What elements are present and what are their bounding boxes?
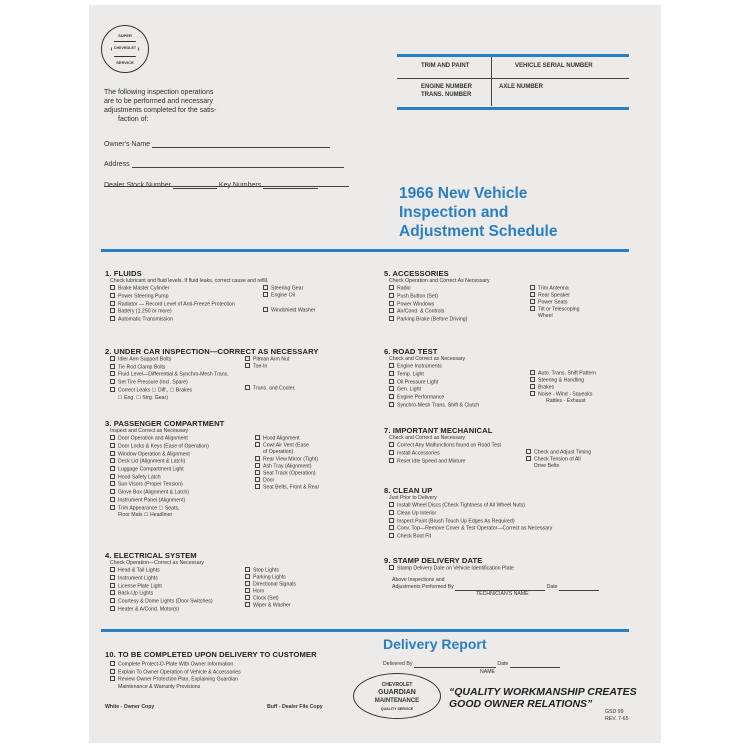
section-title: 4. ELECTRICAL SYSTEM [105,551,197,560]
checkbox[interactable] [526,456,531,461]
vehicle-serial-label: VEHICLE SERIAL NUMBER [515,63,593,69]
stock-key-row [104,181,318,189]
checkbox[interactable] [530,292,535,297]
checkbox[interactable] [110,379,115,384]
checklist-item[interactable]: Head & Tail Lights [110,567,365,575]
checkbox[interactable] [110,489,115,494]
checklist-item[interactable]: Install Accessories [389,450,634,458]
inspection-form-sheet [89,5,661,743]
checkbox[interactable] [110,661,115,666]
dealer-stock-label: Dealer Stock Number [104,182,171,189]
checkbox[interactable] [110,606,115,611]
checklist-item[interactable]: Seat Belts, Front & Rear [255,484,319,492]
checkbox[interactable] [255,442,260,447]
checklist-item[interactable]: Toe-In [245,363,267,371]
checklist-item[interactable]: Fluid Level—Differential & Synchro-Mesh Trans. [110,371,365,379]
checklist-item[interactable]: Power Seats [530,299,567,307]
intro-text [104,88,284,124]
checkbox[interactable] [389,525,394,530]
checkbox[interactable] [245,385,250,390]
checklist-item[interactable]: Floor Mats ☐ Headliner [118,512,173,519]
checkbox[interactable] [255,470,260,475]
key-numbers-field[interactable] [263,181,318,189]
checklist-item[interactable]: Door [255,477,274,485]
signoff-text: Above Inspections and [392,576,445,583]
section-title: 2. UNDER CAR INSPECTION—CORRECT AS NECESSARY [105,347,319,356]
section-fluids [105,269,365,324]
white-copy-label: White - Owner Copy [105,704,155,710]
section-instruction: Check and Correct as Necessary [389,356,466,362]
checkbox[interactable] [245,595,250,600]
section-instruction: Check Operation—Correct as Necessary [110,560,204,566]
checklist-item[interactable]: Clock (Set) [245,595,279,603]
section-delivery-to-customer [105,650,365,691]
checkbox[interactable] [389,386,394,391]
checkbox[interactable] [263,285,268,290]
checklist-item[interactable]: Deck Lid (Alignment & Latch) [110,458,365,466]
section-stamp-delivery-date [384,556,634,598]
checkbox[interactable] [110,505,115,510]
vehicle-info-box [397,54,629,112]
checkbox[interactable] [110,443,115,448]
box-bottom-rule [397,107,629,110]
section-title: 1. FLUIDS [105,269,142,278]
section-title: 8. CLEAN UP [384,486,433,495]
checkbox[interactable] [389,316,394,321]
section-title: 7. IMPORTANT MECHANICAL [384,426,493,435]
owner-name-row [104,140,330,148]
checklist-item[interactable]: Instrument Panel (Alignment) [110,497,365,505]
section-title: 9. STAMP DELIVERY DATE [384,556,483,565]
section-instruction: Check Operation and Correct As Necessary [389,278,490,284]
section-instruction: Check lubricant and fluid levels. If fluid leaks, correct cause and refill. [110,278,269,284]
checkbox[interactable] [255,435,260,440]
checkbox[interactable] [110,451,115,456]
checkbox[interactable] [255,477,260,482]
checklist-item[interactable]: Check and Adjust Timing [526,449,591,457]
checklist-item[interactable]: Windshield Washer [263,307,316,315]
checklist-item[interactable]: Conv. Top—Remove Cover & Test Operator—Correct as Necessary [389,525,634,533]
section-passenger-compartment [105,419,365,519]
checklist-item[interactable]: Sun Visors (Proper Tension) [110,481,365,489]
checkbox[interactable] [263,307,268,312]
checklist-item[interactable]: Power Steering Pump [110,293,365,301]
checkbox[interactable] [110,583,115,588]
owner-name-label: Owner's Name [104,141,151,148]
checklist-item[interactable]: Wiper & Washer [245,602,291,610]
section-instruction: Check and Correct as Necessary [389,435,466,441]
checklist-item[interactable]: Instrument Lights [110,575,365,583]
checklist-item[interactable]: Brakes [530,384,554,392]
checklist-item[interactable]: Explain To Owner Operation of Vehicle & Accessories [110,669,365,677]
checkbox[interactable] [389,565,394,570]
checklist-item[interactable]: Radio [389,285,634,293]
checkbox[interactable] [389,510,394,515]
delivered-by-row: Delivered By Date [383,661,560,668]
checklist-item[interactable]: Review Owner Protection Plan, Explaining Guardian [110,676,365,684]
checklist-item[interactable]: Luggage Compartment Light [110,466,365,474]
checkbox[interactable] [110,497,115,502]
intro-line: adjustments completed for the satis- [104,107,217,114]
checkbox[interactable] [389,502,394,507]
checklist-item[interactable]: Parking Brake (Before Driving) [389,316,634,324]
checklist-item[interactable]: Battery (1.250 or more) [110,308,365,316]
checkbox[interactable] [110,435,115,440]
checklist-item[interactable]: Correct Leaks ☐ Diff., ☐ Brakes [110,387,365,395]
checkbox[interactable] [110,575,115,580]
form-number: GSD 99 [605,709,624,715]
checklist-item-continued: Wheel [538,313,553,320]
checkbox[interactable] [110,356,115,361]
checkbox[interactable] [110,316,115,321]
trans-number-label: TRANS. NUMBER [421,92,472,98]
checkbox[interactable] [245,567,250,572]
checkbox[interactable] [110,567,115,572]
engine-number-label: ENGINE NUMBER [421,84,473,90]
checklist-item[interactable]: Directional Signals [245,581,296,589]
intro-line: The following inspection operations [104,89,214,96]
checkbox[interactable] [110,474,115,479]
checkbox[interactable] [245,588,250,593]
checkbox[interactable] [526,449,531,454]
checkbox[interactable] [389,442,394,447]
title-line: Adjustment Schedule [399,223,558,240]
checkbox[interactable] [255,456,260,461]
chevrolet-guardian-maintenance-logo: CHEVROLET GUARDIAN MAINTENANCE QUALITY SERVICE [353,673,441,719]
checkbox[interactable] [110,293,115,298]
dealer-stock-field[interactable] [173,181,217,189]
header-rule [101,249,629,252]
checklist-item[interactable]: Correct Any Malfunctions found on Road Test [389,442,634,450]
checklist-item[interactable]: Cowl Air Vent (Ease [255,442,309,450]
checkbox[interactable] [389,371,394,376]
checklist-item[interactable]: Set Tire Pressure (Incl. Spare) [110,379,365,387]
super-chevrolet-service-seal [101,25,149,73]
checkbox[interactable] [110,458,115,463]
section-clean-up [384,486,634,541]
checklist-item[interactable]: Idler Arm Support Bolts [110,356,365,364]
checklist-item[interactable]: Power Windows [389,301,634,309]
section-instruction: Just Prior to Delivery [389,495,437,501]
checklist-item[interactable]: Door Locks & Keys (Ease of Operation) [110,443,365,451]
checklist-item[interactable]: Check Boot Fit [389,533,634,541]
checkbox[interactable] [110,466,115,471]
checklist-item[interactable]: Trans. and Cooler, [245,385,295,393]
checklist-item[interactable]: Gen. Light [389,386,634,394]
checkbox[interactable] [255,484,260,489]
axle-number-label: AXLE NUMBER [499,84,544,90]
checklist-item[interactable]: Rear View Mirror (Tight) [255,456,318,464]
technician-caption: TECHNICIAN'S NAME [476,591,529,598]
checkbox[interactable] [389,533,394,538]
checklist-item[interactable]: Ash Tray (Alignment) [255,463,311,471]
section-under-car [105,347,365,402]
checkbox[interactable] [389,379,394,384]
checkbox[interactable] [530,306,535,311]
section-title: 10. TO BE COMPLETED UPON DELIVERY TO CUSTOMER [105,650,317,659]
seal-middle-text: CHEVROLET [113,46,137,50]
address-row [104,160,344,168]
checklist-item[interactable]: Hood Alignment [255,435,300,443]
trim-paint-label: TRIM AND PAINT [421,63,470,69]
section-important-mechanical [384,426,634,470]
section-instruction: Inspect and Correct as Necessary [110,428,189,434]
checklist-item[interactable]: Temp. Light [389,371,634,379]
checklist-item[interactable]: Inspect Paint (Brush Touch Up Edges As Required) [389,518,634,526]
checkbox[interactable] [530,391,535,396]
checkbox[interactable] [110,590,115,595]
checkbox[interactable] [245,574,250,579]
checkbox[interactable] [530,377,535,382]
checkbox[interactable] [530,299,535,304]
checkbox[interactable] [110,364,115,369]
address-field[interactable] [132,160,344,168]
checkbox[interactable] [530,285,535,290]
checkbox[interactable] [245,356,250,361]
checklist-item[interactable]: Steering & Handling [530,377,584,385]
checklist-item[interactable]: Stop Lights [245,567,279,575]
checklist-item[interactable]: Automatic Transmission [110,316,365,324]
checklist-item[interactable]: Door Operation and Alignment [110,435,365,443]
checklist-item[interactable]: Steering Gear [263,285,303,293]
checkbox[interactable] [110,308,115,313]
owner-name-field[interactable] [152,140,330,148]
box-divider-horizontal [397,78,629,79]
checkbox[interactable] [389,363,394,368]
checklist-item-continued: Maintenance & Warranty Provisions [118,684,201,691]
checkbox[interactable] [255,463,260,468]
checklist-item[interactable]: Synchro-Mesh Trans. Shift & Clutch [389,402,634,410]
delivery-rule [101,629,629,632]
checklist-item[interactable]: Check Tension of All [526,456,581,464]
checkbox[interactable] [245,581,250,586]
signoff-row: Adjustments Performed By Date [384,584,634,591]
checklist-item[interactable]: Horn [245,588,264,596]
checkbox[interactable] [245,602,250,607]
checklist-item[interactable]: License Plate Light [110,583,365,591]
delivered-by-caption: NAME [480,669,495,675]
checklist-item[interactable]: Back-Up Lights [110,590,365,598]
delivered-by-field[interactable] [414,662,496,668]
checklist-item[interactable]: Stamp Delivery Date on Vehicle Identification Plate [384,565,634,573]
checklist-item[interactable]: Tilt or Telescoping [530,306,580,314]
checklist-item-continued: of Operation) [263,449,294,456]
key-numbers-label: Key Numbers [218,182,262,189]
checkbox[interactable] [389,301,394,306]
checkbox[interactable] [110,598,115,603]
checkbox[interactable] [389,402,394,407]
page-title [399,184,557,241]
checklist-item[interactable]: Engine Performance [389,394,634,402]
checklist-item[interactable]: Courtesy & Dome Lights (Door Switches) [110,598,365,606]
seal-bottom-text: SERVICE [116,60,134,65]
quality-quote: “QUALITY WORKMANSHIP CREATES GOOD OWNER RELATIONS” [449,686,637,710]
address-label: Address [104,161,130,168]
revision-number: REV. 7-65 [605,716,629,722]
checkbox[interactable] [389,394,394,399]
checklist-item[interactable]: Hood Safety Latch [110,474,365,482]
checkbox[interactable] [263,292,268,297]
checklist-item[interactable]: ☐ Eng. ☐ Strg. Gear) [118,394,168,401]
box-top-rule [397,54,629,57]
checklist-item[interactable]: Push Button (Set) [389,293,634,301]
checklist-item-continued: Drive Belts [534,463,560,470]
checkbox[interactable] [110,371,115,376]
checklist-item[interactable]: Radiator — Record Level of Anti-Freeze Protection [110,301,365,309]
section-title: 3. PASSENGER COMPARTMENT [105,419,225,428]
checklist-item[interactable]: Pitman Arm Nut [245,356,289,364]
seal-top-text: SUPER [118,33,132,38]
checklist-item[interactable]: Trim Appearance ☐ Seats, [110,505,365,513]
checkbox[interactable] [110,669,115,674]
checklist-item[interactable]: Auto. Trans. Shift Pattern [530,370,596,378]
checkbox[interactable] [389,285,394,290]
intro-line: are to be performed and necessary [104,98,213,105]
checkbox[interactable] [110,676,115,681]
intro-line: faction of: [118,116,149,123]
checkbox[interactable] [245,363,250,368]
technician-date-field[interactable] [559,585,599,591]
checkbox[interactable] [530,370,535,375]
checklist-item[interactable]: Brake Master Cylinder [110,285,365,293]
section-title: 6. ROAD TEST [384,347,438,356]
box-divider-vertical [491,57,492,106]
checklist-item[interactable]: Engine Instruments [389,363,634,371]
checklist-item[interactable]: Rear Speaker [530,292,570,300]
section-title: 5. ACCESSORIES [384,269,449,278]
checkbox[interactable] [389,458,394,463]
buff-copy-label: Buff - Dealer File Copy [267,704,323,710]
section-road-test [384,347,634,409]
section-accessories [384,269,634,324]
title-line: 1966 New Vehicle [399,185,528,202]
checklist-item[interactable]: Complete Protect-O-Plate With Owner Information [110,661,365,669]
checklist-item[interactable]: Reset Idle Speed and Mixture [389,458,634,466]
checklist-item[interactable]: Parking Lights [245,574,286,582]
checklist-item[interactable]: Noise - Wind - Squeaks [530,391,593,399]
checklist-item[interactable]: Trim Antenna [530,285,569,293]
checklist-item[interactable]: Window Operation & Alignment [110,451,365,459]
checklist-item[interactable]: Heater & A/Cond. Motor(s) [110,606,365,614]
checkbox[interactable] [110,285,115,290]
checkbox[interactable] [389,308,394,313]
checkbox[interactable] [110,301,115,306]
delivery-report-title: Delivery Report [383,636,487,652]
section-electrical [105,551,365,613]
title-line: Inspection and [399,204,509,221]
checkbox[interactable] [110,387,115,392]
checklist-item[interactable]: Engine Oil [263,292,295,300]
checkbox[interactable] [389,293,394,298]
checklist-item-continued: Rattles - Exhaust [546,398,586,405]
checklist-item[interactable]: Glove Box (Alignment & Latch) [110,489,365,497]
checklist-item[interactable]: Seat Track (Operation) [255,470,315,478]
checkbox[interactable] [110,481,115,486]
checkbox[interactable] [530,384,535,389]
checkbox[interactable] [389,518,394,523]
checklist-item[interactable]: Tie Rod Clamp Bolts [110,364,365,372]
checkbox[interactable] [389,450,394,455]
checklist-item[interactable]: Clean Up Interior [389,510,634,518]
checklist-item[interactable]: Air/Cond. & Controls [389,308,634,316]
delivery-date-field[interactable] [510,662,560,668]
checklist-item[interactable]: Install Wheel Discs (Check Tightness of All Wheel Nuts) [389,502,634,510]
checklist-item[interactable]: Oil Pressure Light [389,379,634,387]
